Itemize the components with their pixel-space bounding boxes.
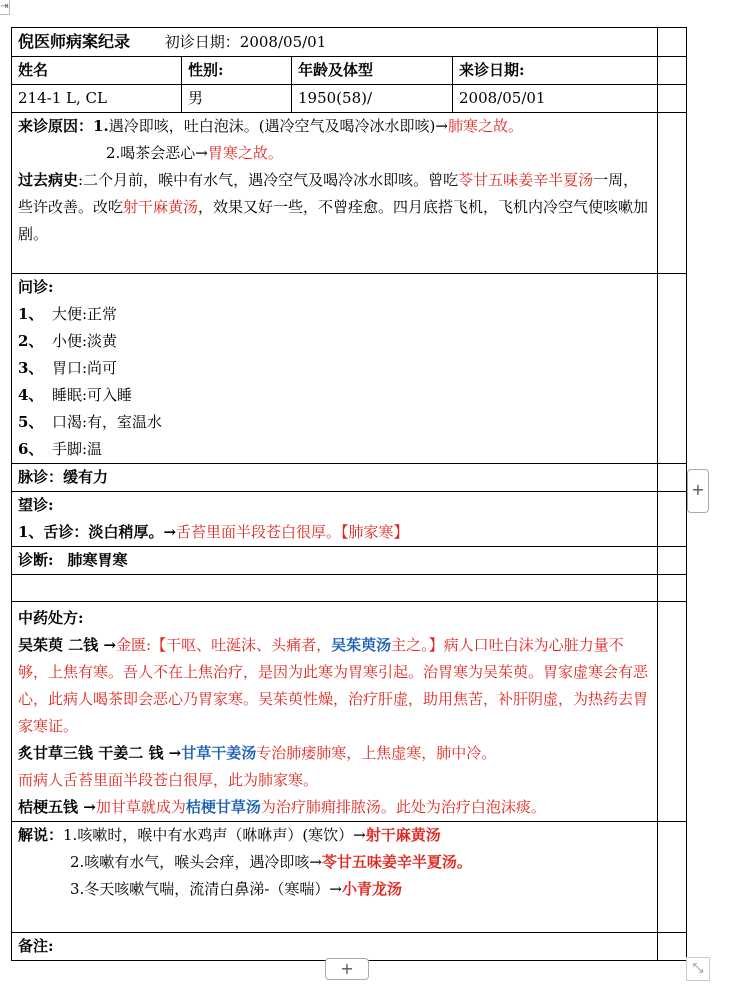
past-history-label: 过去病史 bbox=[18, 171, 79, 189]
formula-wu-zhu-yu-tang: 吴茱萸汤 bbox=[331, 636, 392, 654]
prescription-label: 中药处方: bbox=[18, 609, 84, 627]
observation-row bbox=[12, 492, 687, 547]
inquiry-item: 5、 口渴:有，室温水 bbox=[18, 413, 163, 431]
herb-gan-cao-gan-jiang: 炙甘草三钱 干姜二 钱 →甘草干姜汤专治肺痿肺寒，上焦虚寒，肺中冷。 bbox=[18, 744, 497, 762]
table-resize-icon[interactable]: ⤡ bbox=[686, 957, 710, 981]
empty-cell[interactable] bbox=[12, 575, 658, 602]
prescription-cell[interactable] bbox=[12, 602, 658, 822]
side-cell[interactable] bbox=[658, 492, 687, 547]
explanation-item: 解说：1.咳嗽时，喉中有水鸡声（咻咻声）(寒饮）→射干麻黄汤 bbox=[18, 826, 441, 844]
diagnosis-label: 诊断: bbox=[18, 551, 54, 569]
name-value[interactable]: 214-1 L, CL bbox=[12, 85, 182, 113]
inquiry-row bbox=[12, 274, 687, 464]
header-row bbox=[12, 28, 687, 57]
observation-cell[interactable] bbox=[12, 492, 658, 547]
observation-label: 望诊: bbox=[18, 496, 54, 514]
inquiry-item: 4、 睡眠:可入睡 bbox=[18, 386, 133, 404]
diagnosis-value: 肺寒胃寒 bbox=[67, 551, 128, 569]
name-label[interactable]: 姓名 bbox=[12, 57, 182, 85]
header-cell[interactable] bbox=[12, 28, 658, 57]
reason-history-row bbox=[12, 113, 687, 274]
gender-label[interactable]: 性别: bbox=[182, 57, 292, 85]
side-cell[interactable] bbox=[658, 464, 687, 492]
inquiry-item: 6、 手脚:温 bbox=[18, 440, 103, 458]
side-cell[interactable] bbox=[658, 274, 687, 464]
diagnosis-row bbox=[12, 547, 687, 575]
inquiry-item: 1、 大便:正常 bbox=[18, 305, 118, 323]
herb-wu-zhu-yu: 吴茱萸 二钱 →金匮:【干呕、吐涎沫、头痛者，吴茱萸汤主之。】病人口吐白沫为心脏力量不够，上焦有寒。吾人不在上焦治疗，是因为此寒为胃寒引起。治胃寒为吴茱萸。胃家虚寒会有恶心，此病人喝茶即会恶心乃胃家寒。吴茱萸性燥，治疗肝虚，助用焦苦，补肝阴虚，为热药去胃家寒证。 bbox=[18, 636, 649, 735]
formula-ling-gan-wu-wei: 苓甘五味姜辛半夏汤 bbox=[458, 171, 594, 189]
text-boundary-marker-icon: ⇥ bbox=[0, 0, 10, 15]
explanation-item: 2.咳嗽有水气，喉头会痒，遇冷即咳→苓甘五味姜辛半夏汤。 bbox=[70, 853, 472, 871]
formula-jie-geng-gan-cao-tang: 桔梗甘草汤 bbox=[185, 798, 261, 816]
side-cell[interactable] bbox=[658, 113, 687, 274]
side-cell[interactable] bbox=[658, 822, 687, 933]
reason-label: 来诊原因： bbox=[18, 117, 94, 135]
reason-line-2: 2.喝茶会恶心→胃寒之故。 bbox=[106, 144, 283, 162]
medical-record-document bbox=[11, 27, 686, 961]
past-history: 过去病史:二个月前，喉中有水气，遇冷空气及喝冷冰水即咳。曾吃苓甘五味姜辛半夏汤一周，些许改善。改吃射干麻黄汤，效果又好一些，不曾痊愈。四月底搭飞机，飞机内冷空气使咳嗽加剧。 bbox=[18, 171, 649, 243]
record-title: 倪医师病案纪录 bbox=[18, 32, 131, 51]
tongue-diagnosis: 1、舌诊：淡白稍厚。→舌苔里面半段苍白很厚。【肺家寒】 bbox=[18, 523, 409, 541]
medical-record-table bbox=[11, 27, 687, 961]
age-label[interactable]: 年龄及体型 bbox=[292, 57, 453, 85]
prescription-row bbox=[12, 602, 687, 822]
field-label-row bbox=[12, 57, 687, 85]
side-cell[interactable] bbox=[658, 28, 687, 57]
reason-history-cell[interactable] bbox=[12, 113, 658, 274]
explanation-item: 3.冬天咳嗽气喘，流清白鼻涕-（寒喘）→小青龙汤 bbox=[70, 880, 402, 898]
field-value-row bbox=[12, 85, 687, 113]
age-value[interactable]: 1950(58)/ bbox=[292, 85, 453, 113]
inquiry-item: 2、 小便:淡黄 bbox=[18, 332, 118, 350]
gender-value[interactable]: 男 bbox=[182, 85, 292, 113]
side-cell[interactable] bbox=[658, 602, 687, 822]
herb-jie-geng: 桔梗五钱 →加甘草就成为桔梗甘草汤为治疗肺痈排脓汤。此处为治疗白泡沫痰。 bbox=[18, 798, 546, 816]
notes-label[interactable]: 备注: bbox=[12, 933, 658, 961]
inquiry-cell[interactable] bbox=[12, 274, 658, 464]
explanation-label: 解说： bbox=[18, 826, 64, 844]
explanation-cell[interactable] bbox=[12, 822, 658, 933]
side-cell[interactable] bbox=[658, 57, 687, 85]
add-row-button[interactable]: + bbox=[325, 958, 369, 980]
herb-gan-cao-note: 而病人舌苔里面半段苍白很厚，此为肺家寒。 bbox=[18, 771, 319, 789]
empty-row bbox=[12, 575, 687, 602]
visit-date-label[interactable]: 来诊日期: bbox=[453, 57, 658, 85]
explanation-row bbox=[12, 822, 687, 933]
formula-she-gan-ma-huang: 射干麻黄汤 bbox=[123, 198, 199, 216]
add-column-button[interactable]: + bbox=[687, 469, 709, 513]
reason-conclusion-1: 肺寒之故。 bbox=[447, 117, 523, 135]
side-cell[interactable] bbox=[658, 85, 687, 113]
side-cell[interactable] bbox=[658, 933, 687, 961]
side-cell[interactable] bbox=[658, 575, 687, 602]
inquiry-item: 3、 胃口:尚可 bbox=[18, 359, 118, 377]
pulse-row bbox=[12, 464, 687, 492]
reason-line-1: 来诊原因：1.遇冷即咳，吐白泡沫。(遇冷空气及喝冷冰水即咳)→肺寒之故。 bbox=[18, 117, 523, 135]
diagnosis-cell[interactable] bbox=[12, 547, 658, 575]
reason-conclusion-2: 胃寒之故。 bbox=[207, 144, 283, 162]
side-cell[interactable] bbox=[658, 547, 687, 575]
first-visit-date: 初诊日期：2008/05/01 bbox=[164, 33, 327, 51]
notes-row bbox=[12, 933, 687, 961]
pulse-diagnosis[interactable]: 脉诊：缓有力 bbox=[12, 464, 658, 492]
visit-date-value[interactable]: 2008/05/01 bbox=[453, 85, 658, 113]
formula-gan-cao-gan-jiang-tang: 甘草干姜汤 bbox=[181, 744, 257, 762]
inquiry-label: 问诊: bbox=[18, 278, 54, 296]
